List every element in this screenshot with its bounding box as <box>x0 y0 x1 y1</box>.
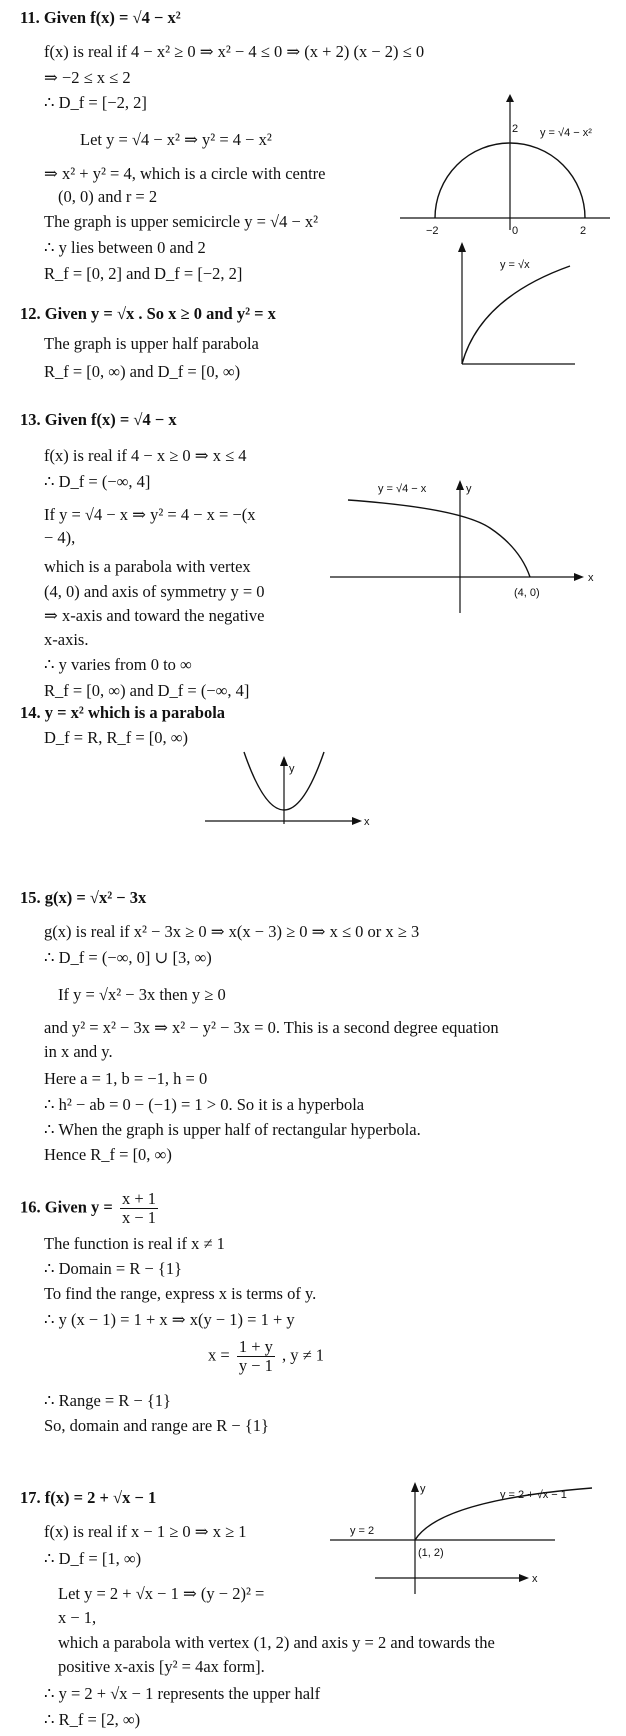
q13-line: ∴ y varies from 0 to ∞ <box>44 655 192 674</box>
curve-label: y = √x <box>500 259 530 271</box>
q17-graph <box>330 1478 620 1598</box>
q11-semicircle-graph <box>400 90 620 240</box>
y-axis-label: y <box>420 1483 426 1495</box>
q13-line: R_f = [0, ∞) and D_f = (−∞, 4] <box>44 681 250 700</box>
vertex-label: (1, 2) <box>418 1547 444 1559</box>
x-axis-label: x <box>588 572 594 584</box>
q13-line: ⇒ x-axis and toward the negative <box>44 606 265 625</box>
q16-x-suffix: , y ≠ 1 <box>282 1345 325 1365</box>
q16-heading <box>20 1190 161 1227</box>
q16-line: ∴ Range = R − {1} <box>44 1391 171 1410</box>
q15-line: Hence R_f = [0, ∞) <box>44 1145 172 1164</box>
q14-heading: 14. y = x² which is a parabola <box>20 703 226 722</box>
q17-line: x − 1, <box>58 1608 97 1627</box>
curve-label: y = 2 + √x − 1 <box>500 1489 567 1501</box>
q15-line: in x and y. <box>44 1042 113 1061</box>
q16-line: ∴ Domain = R − {1} <box>44 1259 182 1278</box>
x-tick-minus-2: −2 <box>426 225 439 237</box>
q16-x-prefix: x = <box>208 1345 230 1365</box>
q16-line: ∴ y (x − 1) = 1 + x ⇒ x(y − 1) = 1 + y <box>44 1310 295 1329</box>
curve-label: y = √4 − x <box>378 483 427 495</box>
q15-line: ∴ D_f = (−∞, 0] ∪ [3, ∞) <box>44 948 212 967</box>
q11-line: f(x) is real if 4 − x² ≥ 0 ⇒ x² − 4 ≤ 0 ⇒ (x + 2) (x − 2) ≤ 0 <box>44 42 425 61</box>
q16-line: The function is real if x ≠ 1 <box>44 1234 225 1253</box>
q15-line: and y² = x² − 3x ⇒ x² − y² − 3x = 0. This is a second degree equation <box>44 1018 499 1037</box>
q15-line: g(x) is real if x² − 3x ≥ 0 ⇒ x(x − 3) ≥ 0 ⇒ x ≤ 0 or x ≥ 3 <box>44 922 420 941</box>
y-axis-label: y <box>466 483 472 495</box>
q11-line: ∴ D_f = [−2, 2] <box>44 93 147 112</box>
q11-line: R_f = [0, 2] and D_f = [−2, 2] <box>44 264 243 283</box>
q13-line: x-axis. <box>44 630 89 649</box>
q15-line: Here a = 1, b = −1, h = 0 <box>44 1069 208 1088</box>
q16-numerator: x + 1 <box>121 1189 157 1208</box>
q11-line: (0, 0) and r = 2 <box>58 187 158 206</box>
q11-line: ⇒ x² + y² = 4, which is a circle with centre <box>44 164 326 183</box>
q13-line: f(x) is real if 4 − x ≥ 0 ⇒ x ≤ 4 <box>44 446 247 465</box>
q11-heading: 11. Given f(x) = √4 − x² <box>20 8 181 27</box>
x-tick-2: 2 <box>580 225 587 237</box>
q15-line: ∴ When the graph is upper half of rectangular hyperbola. <box>44 1120 421 1139</box>
q13-line: ∴ D_f = (−∞, 4] <box>44 472 151 491</box>
q16-line: To find the range, express x is terms of y. <box>44 1284 317 1303</box>
q16-x-fraction <box>237 1338 275 1375</box>
q16-fraction <box>120 1190 158 1227</box>
q11-line: ⇒ −2 ≤ x ≤ 2 <box>44 68 131 87</box>
q13-line: (4, 0) and axis of symmetry y = 0 <box>44 582 265 601</box>
line-label: y = 2 <box>350 1525 375 1537</box>
q16-denominator: x − 1 <box>121 1208 157 1227</box>
q12-sqrt-graph <box>440 238 590 368</box>
q16-x-denominator: y − 1 <box>238 1356 273 1375</box>
q11-line: Let y = √4 − x² ⇒ y² = 4 − x² <box>80 130 272 149</box>
y-axis-label: y <box>289 763 295 775</box>
q15-heading: 15. g(x) = √x² − 3x <box>20 888 147 907</box>
q13-line: − 4), <box>44 528 76 547</box>
q12-line: R_f = [0, ∞) and D_f = [0, ∞) <box>44 362 241 381</box>
q12-line: The graph is upper half parabola <box>44 334 259 353</box>
sqrt-curve <box>462 266 570 364</box>
q13-line: If y = √4 − x ⇒ y² = 4 − x = −(x <box>44 505 256 524</box>
vertex-label: (4, 0) <box>514 587 540 599</box>
q16-line: So, domain and range are R − {1} <box>44 1416 269 1435</box>
q17-line: Let y = 2 + √x − 1 ⇒ (y − 2)² = <box>58 1584 265 1603</box>
x-tick-0: 0 <box>512 225 519 237</box>
q17-heading: 17. f(x) = 2 + √x − 1 <box>20 1488 157 1507</box>
q11-line: The graph is upper semicircle y = √4 − x² <box>44 212 319 231</box>
q17-line: positive x-axis [y² = 4ax form]. <box>58 1657 265 1676</box>
q16-x-numerator: 1 + y <box>238 1337 273 1356</box>
q17-line: f(x) is real if x − 1 ≥ 0 ⇒ x ≥ 1 <box>44 1522 247 1541</box>
q14-line: D_f = R, R_f = [0, ∞) <box>44 728 189 747</box>
q17-line: ∴ R_f = [2, ∞) <box>44 1710 141 1729</box>
q12-heading: 12. Given y = √x . So x ≥ 0 and y² = x <box>20 304 276 323</box>
q16-given-prefix: 16. Given y = <box>20 1197 113 1217</box>
x-axis-label: x <box>532 1573 538 1585</box>
curve-label: y = √4 − x² <box>540 127 592 139</box>
x-axis-label: x <box>364 816 370 828</box>
q17-line: ∴ y = 2 + √x − 1 represents the upper half <box>44 1684 321 1703</box>
q14-parabola-graph <box>200 748 380 828</box>
q13-heading: 13. Given f(x) = √4 − x <box>20 410 177 429</box>
parabola-curve <box>348 500 530 577</box>
q15-line: ∴ h² − ab = 0 − (−1) = 1 > 0. So it is a hyperbola <box>44 1095 365 1114</box>
q17-line: which a parabola with vertex (1, 2) and axis y = 2 and towards the <box>58 1633 495 1652</box>
q13-parabola-graph <box>330 478 620 618</box>
y-tick-2: 2 <box>512 123 519 135</box>
q11-line: ∴ y lies between 0 and 2 <box>44 238 206 257</box>
q13-line: which is a parabola with vertex <box>44 557 251 576</box>
q16-x-expression <box>208 1338 324 1375</box>
q17-line: ∴ D_f = [1, ∞) <box>44 1549 142 1568</box>
q15-line: If y = √x² − 3x then y ≥ 0 <box>58 985 226 1004</box>
